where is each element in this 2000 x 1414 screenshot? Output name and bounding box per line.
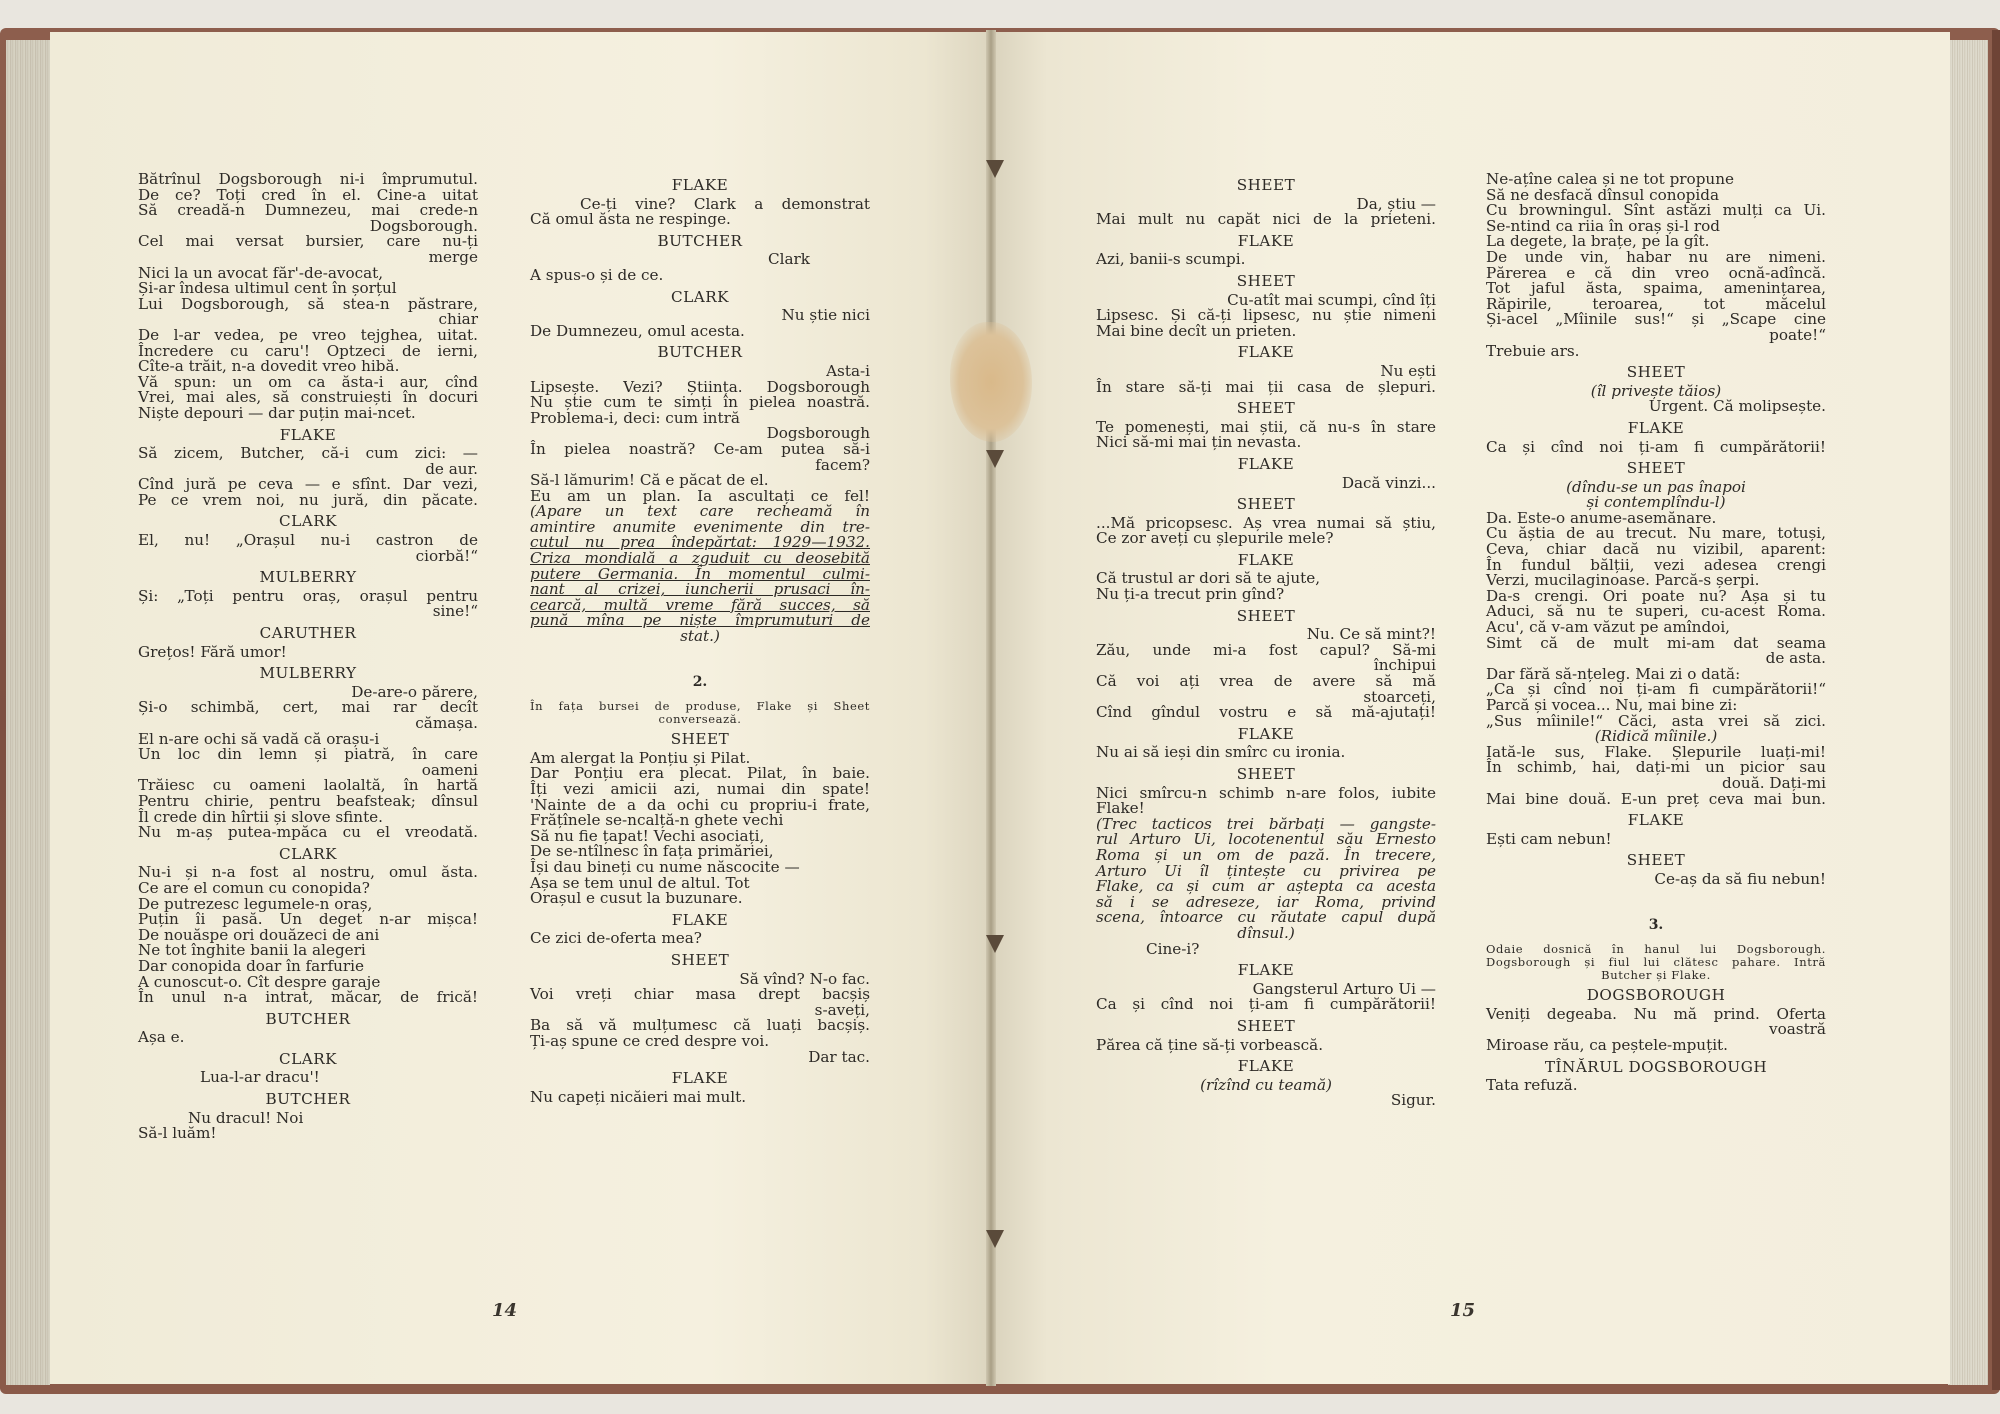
text-line: În fundul bălții, vezi adesea crengi — [1486, 555, 1826, 574]
speaker-name: SHEET — [1236, 495, 1296, 514]
text-line: „Sus mîinile!“ Căci, asta vrei să zici. — [1486, 711, 1826, 730]
text-line: De se-ntîlnesc în fața primăriei, — [530, 842, 774, 861]
text-line: Să zicem, Butcher, că-i cum zici: — — [138, 444, 478, 463]
text-line: Și-ar îndesa ultimul cent în șorțul — [138, 279, 397, 298]
speaker-name: FLAKE — [1237, 724, 1295, 743]
text-line: Dar Ponțiu era plecat. Pilat, în baie. — [530, 764, 870, 783]
text-line: de aur. — [425, 459, 478, 478]
speaker-name: TÎNĂRUL DOGSBOROUGH — [1544, 1057, 1768, 1076]
speaker-name: FLAKE — [279, 425, 337, 444]
right-page-column-2 — [1486, 172, 1826, 1094]
text-line: 'Nainte de a da ochi cu propriu-i frate, — [530, 795, 870, 814]
text-line: Să-l luăm! — [138, 1124, 217, 1143]
speaker-name: CARUTHER — [259, 624, 357, 643]
text-line: Ce-aș da să fiu nebun! — [1654, 869, 1826, 888]
text-line: Nu ești — [1380, 361, 1436, 380]
speaker-name: SHEET — [1626, 851, 1686, 870]
text-line: În pielea noastră? Ce-am putea să-i — [530, 439, 870, 458]
text-line: facem? — [815, 455, 870, 474]
text-line: De ce? Toți cred în el. Cine-a uitat — [138, 185, 478, 204]
text-line: Nu știe cum te simți în pielea noastră. — [530, 393, 870, 412]
right-page-column-1 — [1096, 172, 1436, 1109]
text-line: Ce-ți vine? Clark a demonstrat — [580, 194, 870, 213]
text-line: Nici smîrcu-n schimb n-are folos, iubite — [1096, 783, 1436, 802]
text-line: dînsul.) — [1237, 923, 1295, 942]
text-line: Odaie dosnică în hanul lui Dogsborough. — [1486, 942, 1826, 957]
text-line: (dîndu-se un pas înapoi — [1566, 477, 1746, 496]
text-line: Ești cam nebun! — [1486, 829, 1612, 848]
text-line: Ne-ațîne calea și ne tot propune — [1486, 170, 1734, 188]
text-line: Nici la un avocat făr'-de-avocat, — [138, 263, 384, 282]
text-line: Dacă vinzi... — [1341, 473, 1436, 492]
speaker-name: FLAKE — [1237, 454, 1295, 473]
speaker-name: FLAKE — [671, 910, 729, 929]
text-line: Nu-i și n-a fost al nostru, omul ăsta. — [138, 863, 478, 882]
text-line: Acu', că v-am văzut pe amîndoi, — [1486, 618, 1731, 637]
text-line: Eu am un plan. Ia ascultați ce fel! — [530, 486, 870, 505]
text-line: Niște depouri — dar puțin mai-ncet. — [138, 403, 416, 422]
text-line: Să-l lămurim! Că e păcat de el. — [530, 471, 769, 490]
text-line: Puțin îi pasă. Un deget n-ar mișca! — [138, 910, 478, 929]
page-number-left: 14 — [492, 1300, 518, 1321]
text-line: ...Mă pricopsesc. Aș vrea numai să știu, — [1096, 513, 1436, 532]
text-line: Își dau bineți cu nume născocite — — [530, 857, 800, 876]
binding-stitch — [986, 1230, 1004, 1248]
left-page-column-1 — [138, 172, 478, 1142]
text-line: de asta. — [1765, 649, 1826, 668]
text-line: Nu ai să ieși din smîrc cu ironia. — [1096, 743, 1346, 762]
text-line: Azi, banii-s scumpi. — [1096, 250, 1246, 269]
speaker-name: DOGSBOROUGH — [1586, 986, 1726, 1005]
text-line: Mai mult nu capăt nici de la prieteni. — [1096, 210, 1436, 229]
text-line: Vă spun: un om ca ăsta-i aur, cînd — [138, 372, 478, 391]
page-edges-right — [1948, 40, 1988, 1385]
text-line: Trăiesc cu oameni laolaltă, în hartă — [138, 776, 478, 795]
text-line: Mai bine decît un prieten. — [1096, 321, 1297, 340]
text-line: (Apare un text care recheamă în — [530, 502, 870, 521]
text-line: Parcă și vocea... Nu, mai bine zi: — [1486, 696, 1738, 714]
speaker-name: SHEET — [1626, 459, 1686, 478]
text-line: pună mîna pe niște împrumuturi de — [530, 611, 870, 630]
paper-stain — [950, 322, 1032, 442]
text-line: nant al crizei, iuncherii prusaci în- — [530, 580, 870, 599]
speaker-name: SHEET — [1236, 271, 1296, 290]
text-line: Așa se tem unul de altul. Tot — [530, 873, 750, 892]
speaker-name: SHEET — [1236, 176, 1296, 194]
text-line: Cine-i? — [1146, 939, 1200, 958]
text-line: Ce are el comun cu conopida? — [138, 878, 370, 897]
text-line: El n-are ochi să vadă că orașu-i — [138, 729, 380, 748]
text-line: Voi vreți chiar masa drept bacșiș — [530, 985, 870, 1004]
speaker-name: CLARK — [279, 512, 337, 531]
text-line: oameni — [421, 760, 478, 779]
speaker-name: FLAKE — [671, 176, 729, 194]
text-line: Urgent. Că molipsește. — [1648, 397, 1826, 416]
text-line: Că voi ați vrea de avere să mă — [1096, 672, 1436, 691]
text-line: De-are-o părere, — [351, 682, 478, 701]
text-line: Cu-atît mai scumpi, cînd îți — [1227, 290, 1436, 309]
text-line: Nu m-aș putea-mpăca cu el vreodată. — [138, 823, 478, 842]
text-line: s-aveți, — [814, 1000, 870, 1019]
speaker-name: FLAKE — [671, 1069, 729, 1088]
text-line: În fața bursei de produse, Flake și Sheet — [530, 699, 870, 714]
text-line: A cunoscut-o. Cît despre garaje — [138, 972, 381, 991]
text-line: merge — [428, 247, 478, 266]
text-line: Părerea e că din vreo ocnă-adîncă. — [1486, 263, 1826, 282]
speaker-name: FLAKE — [1237, 343, 1295, 362]
text-line: Butcher și Flake. — [1601, 968, 1711, 983]
text-line: A spus-o și de ce. — [530, 265, 664, 284]
text-line: Trebuie ars. — [1486, 341, 1580, 360]
text-line: Încredere cu caru'! Optzeci de ierni, — [138, 341, 478, 360]
text-line: Și-o schimbă, cert, mai rar decît — [138, 698, 478, 717]
text-line: Asta-i — [826, 361, 870, 380]
text-line: Dogsborough. — [369, 216, 478, 235]
text-line: Vrei, mai ales, să construiești în docuri — [138, 388, 478, 407]
text-line: Am alergat la Ponțiu și Pilat. — [530, 748, 751, 767]
text-line: Lipsește. Vezi? Știința. Dogsborough — [530, 377, 870, 396]
speaker-name: SHEET — [1626, 363, 1686, 382]
speaker-name: BUTCHER — [265, 1009, 351, 1028]
text-line: Să vînd? N-o fac. — [739, 969, 870, 988]
text-line: poate!“ — [1769, 325, 1826, 344]
text-line: Verzi, mucilaginoase. Parcă-s șerpi. — [1486, 571, 1760, 590]
text-line: Cîte-a trăit, n-a dovedit vreo hibă. — [138, 357, 400, 376]
text-line: De nouăspe ori douăzeci de ani — [138, 925, 380, 944]
text-line: Ceva, chiar dacă nu vizibil, aparent: — [1486, 540, 1826, 559]
text-line: Ce zor aveți cu șlepurile mele? — [1096, 529, 1334, 548]
text-line: Nu. Ce să mint?! — [1306, 625, 1436, 644]
book-gutter — [986, 30, 996, 1386]
binding-stitch — [986, 160, 1004, 178]
text-line: Cînd jură pe ceva — e sfînt. Dar vezi, — [138, 475, 478, 494]
text-line: Nici să-mi mai țin nevasta. — [1096, 433, 1302, 452]
text-line: Ți-aș spune ce cred despre voi. — [530, 1031, 770, 1050]
text-line: Răpirile, teroarea, tot măcelul — [1486, 294, 1826, 313]
text-line: Și: „Toți pentru oraș, orașul pentru — [138, 586, 478, 605]
speaker-name: BUTCHER — [657, 231, 743, 250]
left-page-column-2 — [530, 172, 870, 1105]
text-line: Așa e. — [138, 1028, 185, 1047]
text-line: (Ridică mîinile.) — [1594, 727, 1718, 746]
text-line: Cu browningul. Sînt astăzi mulți ca Ui. — [1486, 201, 1826, 220]
speaker-name: BUTCHER — [657, 343, 743, 362]
text-line: Sigur. — [1390, 1091, 1436, 1110]
text-line: Problema-i, deci: cum intră — [530, 408, 740, 427]
speaker-name: FLAKE — [1237, 550, 1295, 569]
text-line: cutul nu prea îndepărtat: 1929—1932. — [530, 533, 870, 552]
text-line: Dogsborough și fiul lui clătesc pahare. Intră — [1486, 955, 1826, 970]
text-line: Grețos! Fără umor! — [138, 642, 287, 661]
text-line: și contemplîndu-l) — [1586, 493, 1726, 512]
text-line: Bătrînul Dogsborough ni-i împrumutul. — [138, 170, 478, 188]
text-line: Îți vezi amicii azi, numai din spate! — [530, 780, 870, 798]
text-line: Frățînele se-ncalță-n ghete vechi — [530, 811, 784, 830]
right-page — [990, 32, 1950, 1384]
text-line: Cu ăștia de au trecut. Nu mare, totuși, — [1486, 524, 1826, 543]
text-line: De l-ar vedea, pe vreo tejghea, uitat. — [138, 325, 478, 344]
text-line: Gangsterul Arturo Ui — — [1252, 979, 1436, 998]
speaker-name: SHEET — [1236, 1016, 1296, 1035]
text-line: Să nu fie țapat! Vechi asociați, — [530, 826, 765, 845]
text-line: Ca și cînd noi ți-am fi cumpărătorii! — [1096, 995, 1436, 1014]
text-line: Da, știu — — [1356, 194, 1436, 213]
scene-number: 2. — [692, 673, 708, 690]
speaker-name: SHEET — [1236, 399, 1296, 418]
speaker-name: CLARK — [279, 1049, 337, 1068]
text-line: rul Arturo Ui, locotenentul său Ernesto — [1096, 830, 1436, 849]
text-line: Cînd gîndul vostru e să mă-ajutați! — [1096, 703, 1436, 722]
binding-stitch — [986, 450, 1004, 468]
text-line: (rîzînd cu teamă) — [1200, 1075, 1332, 1094]
text-line: Ca și cînd noi ți-am fi cumpărătorii! — [1486, 437, 1826, 456]
binding-stitch — [986, 935, 1004, 953]
text-line: La degete, la brațe, pe la gît. — [1486, 232, 1710, 251]
text-line: Dar tac. — [808, 1047, 870, 1066]
text-line: conversează. — [658, 712, 742, 727]
text-line: voastră — [1769, 1020, 1826, 1039]
speaker-name: SHEET — [1236, 606, 1296, 625]
scene-number: 3. — [1648, 916, 1664, 933]
text-line: ciorbă!“ — [415, 546, 478, 565]
text-line: Mai bine două. E-un preț ceva mai bun. — [1486, 789, 1826, 808]
text-line: Nu știe nici — [781, 306, 870, 325]
speaker-name: FLAKE — [1237, 231, 1295, 250]
text-line: cămașa. — [415, 714, 478, 732]
text-line: „Ca și cînd noi ți-am fi cumpărătorii!“ — [1486, 680, 1826, 699]
text-line: Miroase rău, ca peștele-mpuțit. — [1486, 1035, 1728, 1054]
text-line: În stare să-ți mai ții casa de șlepuri. — [1096, 377, 1436, 396]
text-line: Dar fără să-nțeleg. Mai zi o dată: — [1486, 664, 1741, 683]
text-line: chiar — [438, 310, 478, 329]
page-edges-left — [6, 40, 50, 1385]
cover-edge — [1992, 30, 2000, 1390]
speaker-name: BUTCHER — [265, 1090, 351, 1109]
text-line: Veniți degeaba. Nu mă prind. Oferta — [1486, 1004, 1826, 1023]
text-line: Orașul e cusut la buzunare. — [530, 889, 743, 908]
text-line: Roma și un om de pază. În trecere, — [1096, 845, 1436, 864]
text-line: Părea că ține să-ți vorbească. — [1096, 1035, 1324, 1054]
text-line: două. Dați-mi — [1722, 773, 1826, 792]
text-line: Zău, unde mi-a fost capul? Să-mi — [1096, 640, 1436, 659]
page-number-right: 15 — [1450, 1300, 1476, 1321]
text-line: Îl crede din hîrtii și slove sfinte. — [138, 807, 384, 826]
text-line: Pe ce vrem noi, nu jură, din păcate. — [138, 490, 478, 509]
text-line: (Trec tacticos trei bărbați — gangste- — [1096, 814, 1436, 833]
text-line: amintire anumite evenimente din tre- — [530, 517, 870, 536]
text-line: putere Germania. În momentul culmi- — [530, 564, 870, 583]
text-line: Că trustul ar dori să te ajute, — [1096, 569, 1321, 588]
text-line: Lipsesc. Și că-ți lipsesc, nu știe nimeni — [1096, 306, 1436, 325]
text-line: De Dumnezeu, omul acesta. — [530, 321, 745, 340]
text-line: Nu ți-a trecut prin gînd? — [1096, 585, 1285, 604]
text-line: Se-ntind ca riia în oraș și-l rod — [1486, 216, 1720, 235]
speaker-name: CLARK — [671, 287, 729, 306]
text-line: Da. Este-o anume-asemănare. — [1486, 508, 1717, 527]
text-line: sine!“ — [432, 602, 478, 621]
speaker-name: FLAKE — [1237, 1057, 1295, 1076]
text-line: Simt că de mult mi-am dat seama — [1486, 633, 1826, 652]
text-line: De unde vin, habar nu are nimeni. — [1486, 247, 1826, 266]
text-line: (îl privește tăios) — [1590, 381, 1722, 400]
text-line: Flake, ca și cum ar aștepta ca acesta — [1096, 877, 1436, 896]
speaker-name: SHEET — [670, 730, 730, 749]
text-line: Lua-l-ar dracu'! — [200, 1068, 320, 1087]
text-line: să i se adreseze, iar Roma, privind — [1096, 892, 1436, 911]
text-line: Iată-le sus, Flake. Șlepurile luați-mi! — [1486, 742, 1826, 761]
left-page — [50, 32, 990, 1384]
text-line: Nu capeți nicăieri mai mult. — [530, 1087, 747, 1106]
text-line: Tot jaful ăsta, spaima, amenințarea, — [1486, 279, 1826, 298]
text-line: Cel mai versat bursier, care nu-ți — [138, 232, 478, 251]
text-line: Și-acel „Mîinile sus!“ și „Scape cine — [1486, 310, 1826, 329]
text-line: În schimb, hai, dați-mi un picior sau — [1486, 758, 1826, 777]
text-line: Clark — [768, 250, 810, 269]
text-line: stoarceți, — [1363, 687, 1436, 706]
text-line: El, nu! „Orașul nu-i castron de — [138, 531, 478, 550]
text-line: Pentru chirie, pentru beafsteak; dînsul — [138, 791, 478, 810]
text-line: scena, întoarce cu răutate capul după — [1096, 908, 1436, 927]
text-line: De putrezesc legumele-n oraș, — [138, 894, 373, 913]
speaker-name: FLAKE — [1237, 961, 1295, 980]
text-line: Să ne desfacă dînsul conopida — [1486, 185, 1720, 204]
text-line: Te pomenești, mai știi, că nu-s în stare — [1096, 417, 1436, 436]
speaker-name: MULBERRY — [259, 568, 357, 587]
text-line: Da-s crengi. Ori poate nu? Așa și tu — [1486, 586, 1826, 605]
text-line: Flake! — [1096, 799, 1145, 818]
speaker-name: CLARK — [279, 844, 337, 863]
text-line: Ce zici de-oferta mea? — [530, 929, 702, 948]
text-line: Dogsborough — [766, 424, 870, 443]
text-line: Aduci, să nu te superi, cu-acest Roma. — [1486, 602, 1826, 621]
text-line: În unul n-a intrat, măcar, de frică! — [138, 988, 478, 1007]
speaker-name: FLAKE — [1627, 811, 1685, 830]
text-line: Criza mondială a zguduit cu deosebită — [530, 549, 870, 568]
speaker-name: SHEET — [670, 950, 730, 969]
text-line: Lui Dogsborough, să stea-n păstrare, — [138, 294, 478, 313]
text-line: Ne tot înghite banii la alegeri — [138, 941, 366, 960]
speaker-name: FLAKE — [1627, 418, 1685, 437]
text-line: Că omul ăsta ne respinge. — [530, 210, 731, 229]
text-line: Un loc din lemn și piatră, în care — [138, 745, 478, 764]
speaker-name: SHEET — [1236, 765, 1296, 783]
text-line: Tata refuză. — [1486, 1076, 1578, 1095]
text-line: Nu dracul! Noi — [188, 1108, 304, 1127]
text-line: Arturo Ui îl țintește cu privirea pe — [1096, 861, 1436, 880]
text-line: Dar conopida doar în farfurie — [138, 956, 364, 975]
text-line: stat.) — [680, 627, 720, 646]
text-line: închipui — [1373, 656, 1436, 675]
speaker-name: MULBERRY — [259, 664, 357, 683]
text-line: cearcă, multă vreme fără succes, să — [530, 595, 870, 614]
text-line: Să creadă-n Dumnezeu, mai crede-n — [138, 201, 478, 220]
text-line: Ba să vă mulțumesc că luați bacșiș. — [530, 1016, 870, 1035]
